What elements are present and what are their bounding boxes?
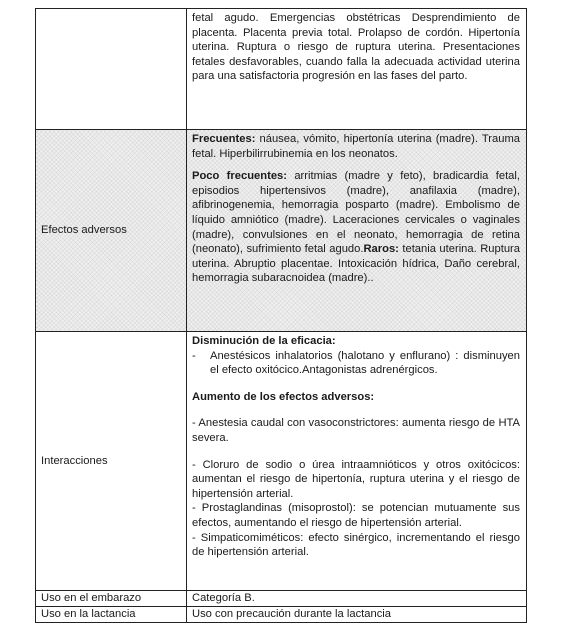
poco-frecuentes-paragraph — [192, 169, 520, 286]
aumento-item-2: - Cloruro de sodio o úrea intraamnióticos y otros oxitócicos: aumentan el riesgo de hipertonía, ruptura uterina y el riesgo de hipertensión arterial. — [192, 458, 520, 500]
content-embarazo: Categoría B. — [187, 591, 527, 607]
label-efectos-adversos: Efectos adversos — [36, 130, 187, 332]
aumento-title: Aumento de los efectos adversos: — [192, 390, 375, 403]
drug-info-table — [35, 8, 527, 623]
aumento-item-3: - Prostaglandinas (misoprostol): se potencian mutuamente sus efectos, aumentando el riesgo de hipertensión arterial. — [192, 502, 520, 529]
frecuentes-paragraph — [192, 132, 520, 161]
poco-frecuentes-title: Poco frecuentes: — [192, 170, 287, 183]
disminucion-text: Anestésicos inhalatorios (halotano y enflurano) : disminuyen el efecto oxitócico.Antagonistas adrenérgicos. — [210, 349, 520, 377]
row-lactancia — [36, 607, 527, 623]
indicaciones-text: fetal agudo. Emergencias obstétricas Desprendimiento de placenta. Placenta previa total. Prolapso de cordón. Hipertonía uterina. Ruptura o riesgo de ruptura uterina. Presentaciones fetales desfavorables, cuando falla la adecuada actividad uterina para una satisfactoria progresión en las fases del parto. — [192, 12, 520, 83]
row-efectos-adversos — [36, 130, 527, 332]
raros-text: tetania uterina. Ruptura uterina. Abruptio placentae. Intoxicación hídrica, Daño cerebral, hemorragia subaracnoidea (madre).. — [192, 243, 520, 285]
row-interacciones — [36, 332, 527, 591]
frecuentes-text: náusea, vómito, hipertonía uterina (madre). Trauma fetal. Hiperbilirrubinemia en los neonatos. — [192, 133, 520, 160]
label-indicaciones — [36, 9, 187, 130]
disminucion-item — [192, 349, 520, 378]
raros-title: Raros: — [363, 243, 399, 256]
row-indicaciones — [36, 9, 527, 130]
content-lactancia: Uso con precaución durante la lactancia — [187, 607, 527, 623]
label-interacciones: Interacciones — [36, 332, 187, 591]
content-efectos-adversos — [187, 130, 527, 332]
aumento-item-4: - Simpaticomiméticos: efecto sinérgico, incrementando el riesgo de hipertensión arterial. — [192, 531, 520, 559]
disminucion-title: Disminución de la eficacia: — [192, 335, 336, 347]
label-embarazo: Uso en el embarazo — [36, 591, 187, 607]
row-embarazo — [36, 591, 527, 607]
disminucion-dash: - — [192, 349, 196, 362]
content-indicaciones — [187, 9, 527, 130]
label-lactancia: Uso en la lactancia — [36, 607, 187, 623]
aumento-item-1: - Anestesia caudal con vasoconstrictores: aumenta riesgo de HTA severa. — [192, 417, 520, 444]
content-interacciones — [187, 332, 527, 591]
frecuentes-title: Frecuentes: — [192, 133, 256, 145]
poco-frecuentes-text: arritmias (madre y feto), bradicardia fetal, episodios hipertensivos (madre), anafilaxia (madre), afibrinogenemia, hemorragia posparto (madre). Embolismo de líquido amniótico (madre). Laceraciones cervicales o vaginales (madre), convulsiones en el neonato, hemorragia de retina (neonato), sufrimiento fetal agudo. — [192, 170, 520, 256]
